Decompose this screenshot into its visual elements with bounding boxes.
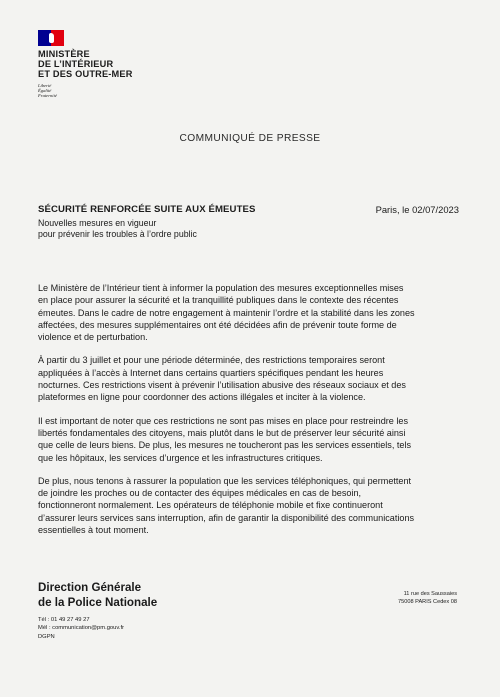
body-line: Le Ministère de l’Intérieur tient à informer la population des mesures exceptionnelles mises (38, 283, 404, 293)
directorate-line: Direction Générale (38, 581, 142, 594)
directorate-line: de la Police Nationale (38, 595, 158, 609)
publication-date: Paris, le 02/07/2023 (375, 204, 459, 215)
body-paragraph (38, 475, 468, 536)
press-release-body (38, 282, 468, 547)
motto-line: Liberté (38, 83, 52, 88)
body-line: libertés fondamentales des citoyens, mais plutôt dans le but de préserver leur sécurité ainsi (38, 427, 406, 438)
ministry-line: ET DES OUTRE-MER (38, 69, 133, 80)
body-line: appliquées à l’accès à Internet dans certains quartiers spécifiques pendant les heures (38, 367, 384, 378)
address-line: 11 rue des Saussaies (403, 591, 457, 597)
body-line: De plus, nous tenons à rassurer la population que les services téléphoniques, qui permettent (38, 475, 412, 486)
body-line: nocturnes. Ces restrictions visent à prévenir l’utilisation abusive des réseaux sociaux et des (38, 380, 406, 391)
motto-line: Égalité (38, 88, 52, 93)
body-line: plateformes en ligne pour coordonner des actions illégales et inciter à la violence. (38, 392, 366, 403)
press-release-subtitle (38, 218, 197, 240)
body-line: violence et de perturbation. (38, 332, 148, 343)
subtitle-line: pour prévenir les troubles à l’ordre public (38, 229, 197, 239)
body-line: que les hôpitaux, les services d’urgence et les infrastructures critiques. (38, 452, 323, 463)
issuing-directorate (38, 581, 157, 610)
body-line: que celle de leurs biens. De plus, les mesures ne toucheront pas les services essentiels, tels (38, 440, 412, 451)
contact-email: Mél : communication@pm.gouv.fr (38, 625, 124, 632)
body-line: fonctionneront normalement. Les opérateurs de téléphonie mobile et fixe continueront (38, 500, 383, 511)
contact-phone: Tél : 01 49 27 49 27 (38, 617, 90, 623)
body-paragraph (38, 354, 468, 403)
contact-info (38, 616, 124, 641)
subtitle-line: Nouvelles mesures en vigueur (38, 218, 157, 228)
body-paragraph (38, 282, 468, 343)
republic-motto (38, 83, 57, 98)
body-line: essentielles à tout moment. (38, 525, 149, 536)
body-line: émeutes. Dans le cadre de notre engagement à maintenir l’ordre et la stabilité dans les zones (38, 307, 415, 318)
body-line: À partir du 3 juillet et pour une période déterminée, des restrictions temporaires seront (38, 355, 385, 366)
press-release-title: SÉCURITÉ RENFORCÉE SUITE AUX ÉMEUTES (38, 204, 256, 215)
body-line: de joindre les proches ou de contacter des équipes médicales en cas de besoin, (38, 488, 362, 499)
contact-org: DGPN (38, 633, 55, 640)
body-line: affectées, des mesures supplémentaires ont été décidées afin de prévenir toute forme de (38, 319, 397, 330)
body-line: Il est important de noter que ces restrictions ne sont pas mises en place pour restreindre les (38, 415, 408, 426)
ministry-line: DE L’INTÉRIEUR (38, 59, 114, 70)
body-paragraph (38, 415, 468, 464)
postal-address (398, 590, 457, 606)
document-type: COMMUNIQUÉ DE PRESSE (179, 133, 321, 144)
ministry-name (38, 49, 133, 80)
body-line: d’assurer leurs services sans interruption, afin de garantir la disponibilité des communications (38, 512, 415, 523)
motto-line: Fraternité (38, 93, 57, 98)
ministry-line: MINISTÈRE (38, 49, 90, 59)
body-line: en place pour assurer la sécurité et la tranquillité publiques dans le contexte des récentes (38, 295, 399, 306)
marianne-flag-logo (38, 30, 64, 46)
address-line: 75008 PARIS Cedex 08 (398, 599, 457, 605)
